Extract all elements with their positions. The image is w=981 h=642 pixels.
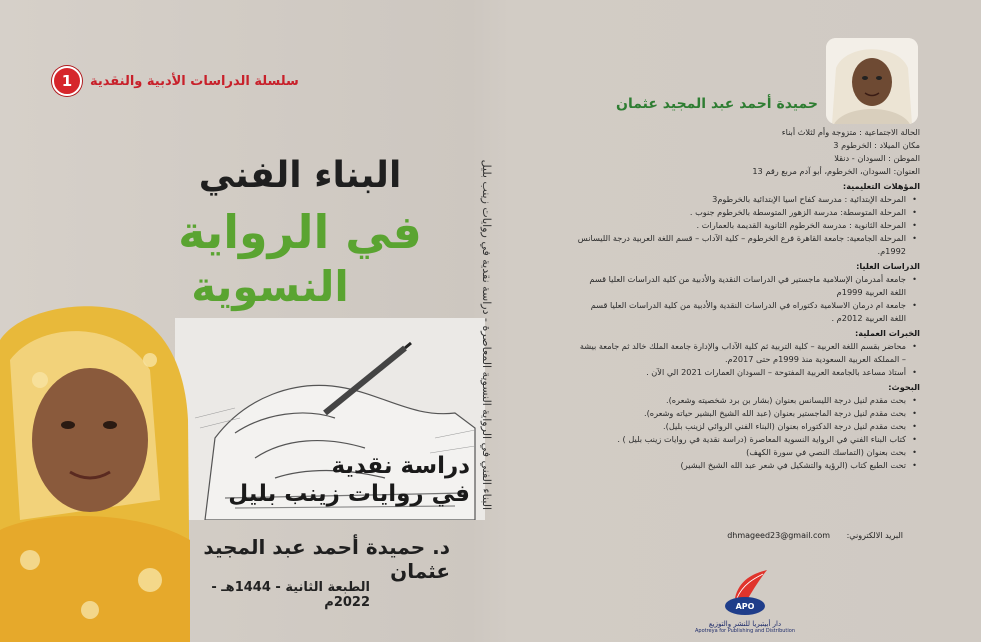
logo-text: APO	[735, 602, 755, 611]
publisher-logo	[690, 568, 800, 638]
subtitle-line-1: دراسة نقدية	[331, 453, 470, 479]
email-address[interactable]: dhmageed23@gmail.com	[727, 531, 831, 540]
email-label: البريد الالكتروني:	[846, 531, 903, 540]
email-line	[677, 531, 917, 540]
research-heading: البحوث:	[888, 382, 920, 392]
research-list	[575, 394, 920, 472]
bio-personal-4: العنوان: السودان، الخرطوم، أبو آدم مربع رقم 13	[752, 166, 920, 176]
series-number: 1	[52, 66, 82, 96]
list-item: • تحت الطبع كتاب (الرؤية والتشكيل في شعر عبد الله الشيخ البشير)	[575, 459, 906, 472]
back-author-name: حميدة أحمد عبد المجيد عثمان	[616, 96, 818, 112]
list-item: • أستاذ مساعد بالجامعة العربية المفتوحة – السودان العمارات 2021 الي الآن .	[575, 366, 906, 379]
list-item: • جامعة ام درمان الاسلامية دكتوراه في الدراسات النقدية والأدبية من كلية الدراسات العليا قسم اللغة العربية 2012م .	[575, 299, 906, 325]
author-bio	[575, 126, 920, 472]
list-item: • بحث بعنوان (التماسك النصي في سورة الكهف)	[575, 446, 906, 459]
subtitle	[200, 452, 470, 508]
edition-info: الطبعة الثانية - 1444هـ - 2022م	[211, 580, 370, 610]
list-item: • المرحلة الجامعية: جامعة القاهرة فرع الخرطوم – كلية الآداب – قسم اللغة العربية درجة الليسانس 1992م.	[575, 232, 906, 258]
publisher-name: دار أبيتبريا للنشر والتوزيع	[708, 620, 782, 628]
author-photo	[826, 38, 918, 124]
feather-logo-icon	[715, 568, 775, 620]
bio-personal-2: مكان الميلاد : الخرطوم 3	[833, 140, 920, 150]
book-spine	[478, 159, 508, 510]
list-item: • المرحلة المتوسطة: مدرسة الزهور المتوسطة بالخرطوم جنوب .	[575, 206, 906, 219]
experience-list	[575, 340, 920, 379]
list-item: • المرحلة الثانوية : مدرسة الخرطوم الثانوية القديمة بالعمارات .	[575, 219, 906, 232]
list-item: • كتاب البناء الفني في الرواية النسوية المعاصرة (دراسة نقدية في روايات زينب بليل ) .	[575, 433, 906, 446]
list-item: • المرحلة الإبتدائية : مدرسة كفاح اسيا الإبتدائية بالخرطوم3	[575, 193, 906, 206]
subtitle-line-2: في روايات زينب بليل	[228, 481, 470, 507]
title-line-1: البناء الفني	[198, 155, 402, 196]
publisher-name-en: Apotreya for Publishing and Distribution	[694, 628, 796, 634]
list-item: • جامعة أمدرمان الإسلامية ماجستير في الدراسات النقدية والأدبية من كلية الدراسات العليا قسم اللغة العربية 1999م	[575, 273, 906, 299]
graduate-list	[575, 273, 920, 325]
list-item: • بحث مقدم لنيل درجة الماجستير بعنوان (عبد الله الشيخ البشير حياته وشعره).	[575, 407, 906, 420]
front-author-name: د. حميدة أحمد عبد المجيد عثمان	[203, 535, 450, 583]
spine-title: البناء الفني في الرواية النسوية المعاصرة - دراسة نقدية في روايات زينب بليل	[480, 159, 493, 510]
list-item: • بحث مقدم لنيل درجة الدكتوراه بعنوان (البناء الفني الروائي لزينب بليل).	[575, 420, 906, 433]
series-label: سلسلة الدراسات الأدبية والنقدية	[90, 73, 299, 89]
author-portrait	[0, 300, 190, 642]
bio-personal-3: الموطن : السودان - دنقلا	[834, 153, 920, 163]
experience-heading: الخبرات العملية:	[854, 328, 920, 338]
education-heading: المؤهلات التعليمية:	[842, 181, 920, 191]
bio-personal-1: الحالة الاجتماعية : متزوجة وأم لثلاث أبناء	[781, 127, 920, 137]
series-badge	[52, 66, 299, 96]
education-list	[575, 193, 920, 258]
title-line-3: النسوية	[191, 262, 349, 311]
list-item: • محاضر بقسم اللغة العربية – كلية التربية ثم كلية الآداب والإدارة جامعة الملك خالد ثم جامعة بيشة – المملكة العربية السعودية منذ 1999م حتى 2017م.	[575, 340, 906, 366]
list-item: • بحث مقدم لنيل درجة الليسانس بعنوان (بشار بن برد شخصيته وشعره).	[575, 394, 906, 407]
title-line-2: في الرواية	[178, 205, 422, 259]
graduate-heading: الدراسات العليا:	[856, 261, 920, 271]
